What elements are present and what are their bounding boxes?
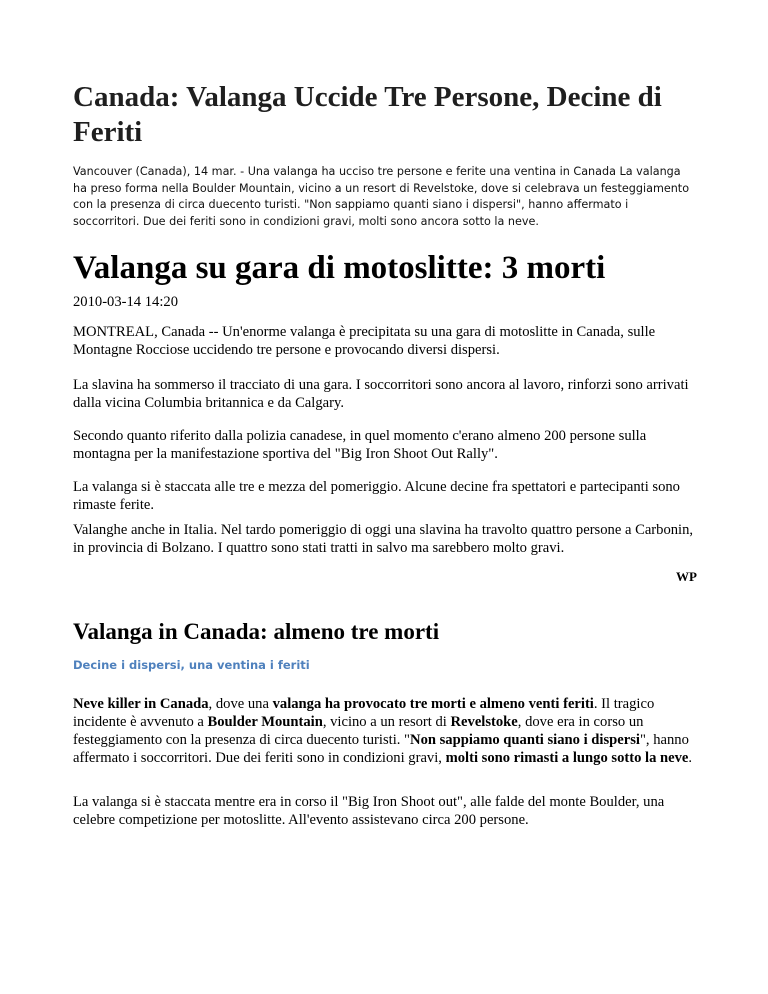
article-2-source: WP bbox=[676, 569, 697, 584]
bold-phrase: valanga ha provocato tre morti e almeno venti feriti bbox=[272, 696, 594, 712]
article-1-title: Canada: Valanga Uccide Tre Persone, Decine di Feriti bbox=[73, 81, 662, 148]
article-2-date: 2010-03-14 14:20 bbox=[73, 294, 178, 310]
bold-phrase: molti sono rimasti a lungo sotto la neve bbox=[445, 750, 689, 766]
article-2-title: Valanga su gara di motoslitte: 3 morti bbox=[73, 250, 606, 286]
bold-phrase: Non sappiamo quanti siano i dispersi bbox=[410, 732, 640, 748]
bold-phrase: Boulder Mountain bbox=[207, 714, 323, 730]
article-3-title: Valanga in Canada: almeno tre morti bbox=[73, 619, 440, 644]
article-3-paragraph: La valanga si è staccata mentre era in corso il "Big Iron Shoot out", alle falde del monte Boulder, una celebre competizione per motoslitte. All'evento assistevano circa 200 persone. bbox=[73, 794, 665, 828]
article-1-lead: Vancouver (Canada), 14 mar. - Una valanga ha ucciso tre persone e ferite una ventina in Canada La valanga ha preso forma nella Boulder Mountain, vicino a un resort di Revelstoke, dove si celebrava un festeggiamento con la presenza di circa duecento turisti. "Non sappiamo quanti siano i dispersi", hanno affermato i soccorritori. Due dei feriti sono in condizioni gravi, molti sono ancora sotto la neve. bbox=[73, 165, 690, 228]
article-3-paragraph: Neve killer in Canada, dove una valanga ha provocato tre morti e almeno venti feriti. Il tragico incidente è avvenuto a Boulder Mountain, vicino a un resort di Revelstoke, dove era in corso un festeggiamento con la presenza di circa duecento turisti. "Non sappiamo quanti siano i dispersi", hanno affermato i soccorritori. Due dei feriti sono in condizioni gravi, molti sono rimasti a lungo sotto la neve. bbox=[73, 696, 693, 766]
article-2-paragraph: La slavina ha sommerso il tracciato di una gara. I soccorritori sono ancora al lavoro, rinforzi sono arrivati dalla vicina Columbia britannica e da Calgary. bbox=[73, 377, 689, 411]
article-2-paragraph: MONTREAL, Canada -- Un'enorme valanga è precipitata su una gara di motoslitte in Canada, sulle Montagne Rocciose uccidendo tre persone e provocando diversi dispersi. bbox=[73, 324, 656, 358]
article-2-paragraph: Secondo quanto riferito dalla polizia canadese, in quel momento c'erano almeno 200 persone sulla montagna per la manifestazione sportiva del "Big Iron Shoot Out Rally". bbox=[73, 428, 647, 462]
bold-phrase: Neve killer in Canada bbox=[73, 696, 209, 712]
article-2-paragraph: La valanga si è staccata alle tre e mezza del pomeriggio. Alcune decine fra spettatori e partecipanti sono rimaste ferite. bbox=[73, 479, 680, 513]
article-2-paragraph: Valanghe anche in Italia. Nel tardo pomeriggio di oggi una slavina ha travolto quattro persone a Carbonin, in provincia di Bolzano. I quattro sono stati tratti in salvo ma sarebbero molto gravi. bbox=[73, 522, 694, 556]
bold-phrase: Revelstoke bbox=[450, 714, 518, 730]
article-3-subtitle: Decine i dispersi, una ventina i feriti bbox=[73, 658, 310, 672]
